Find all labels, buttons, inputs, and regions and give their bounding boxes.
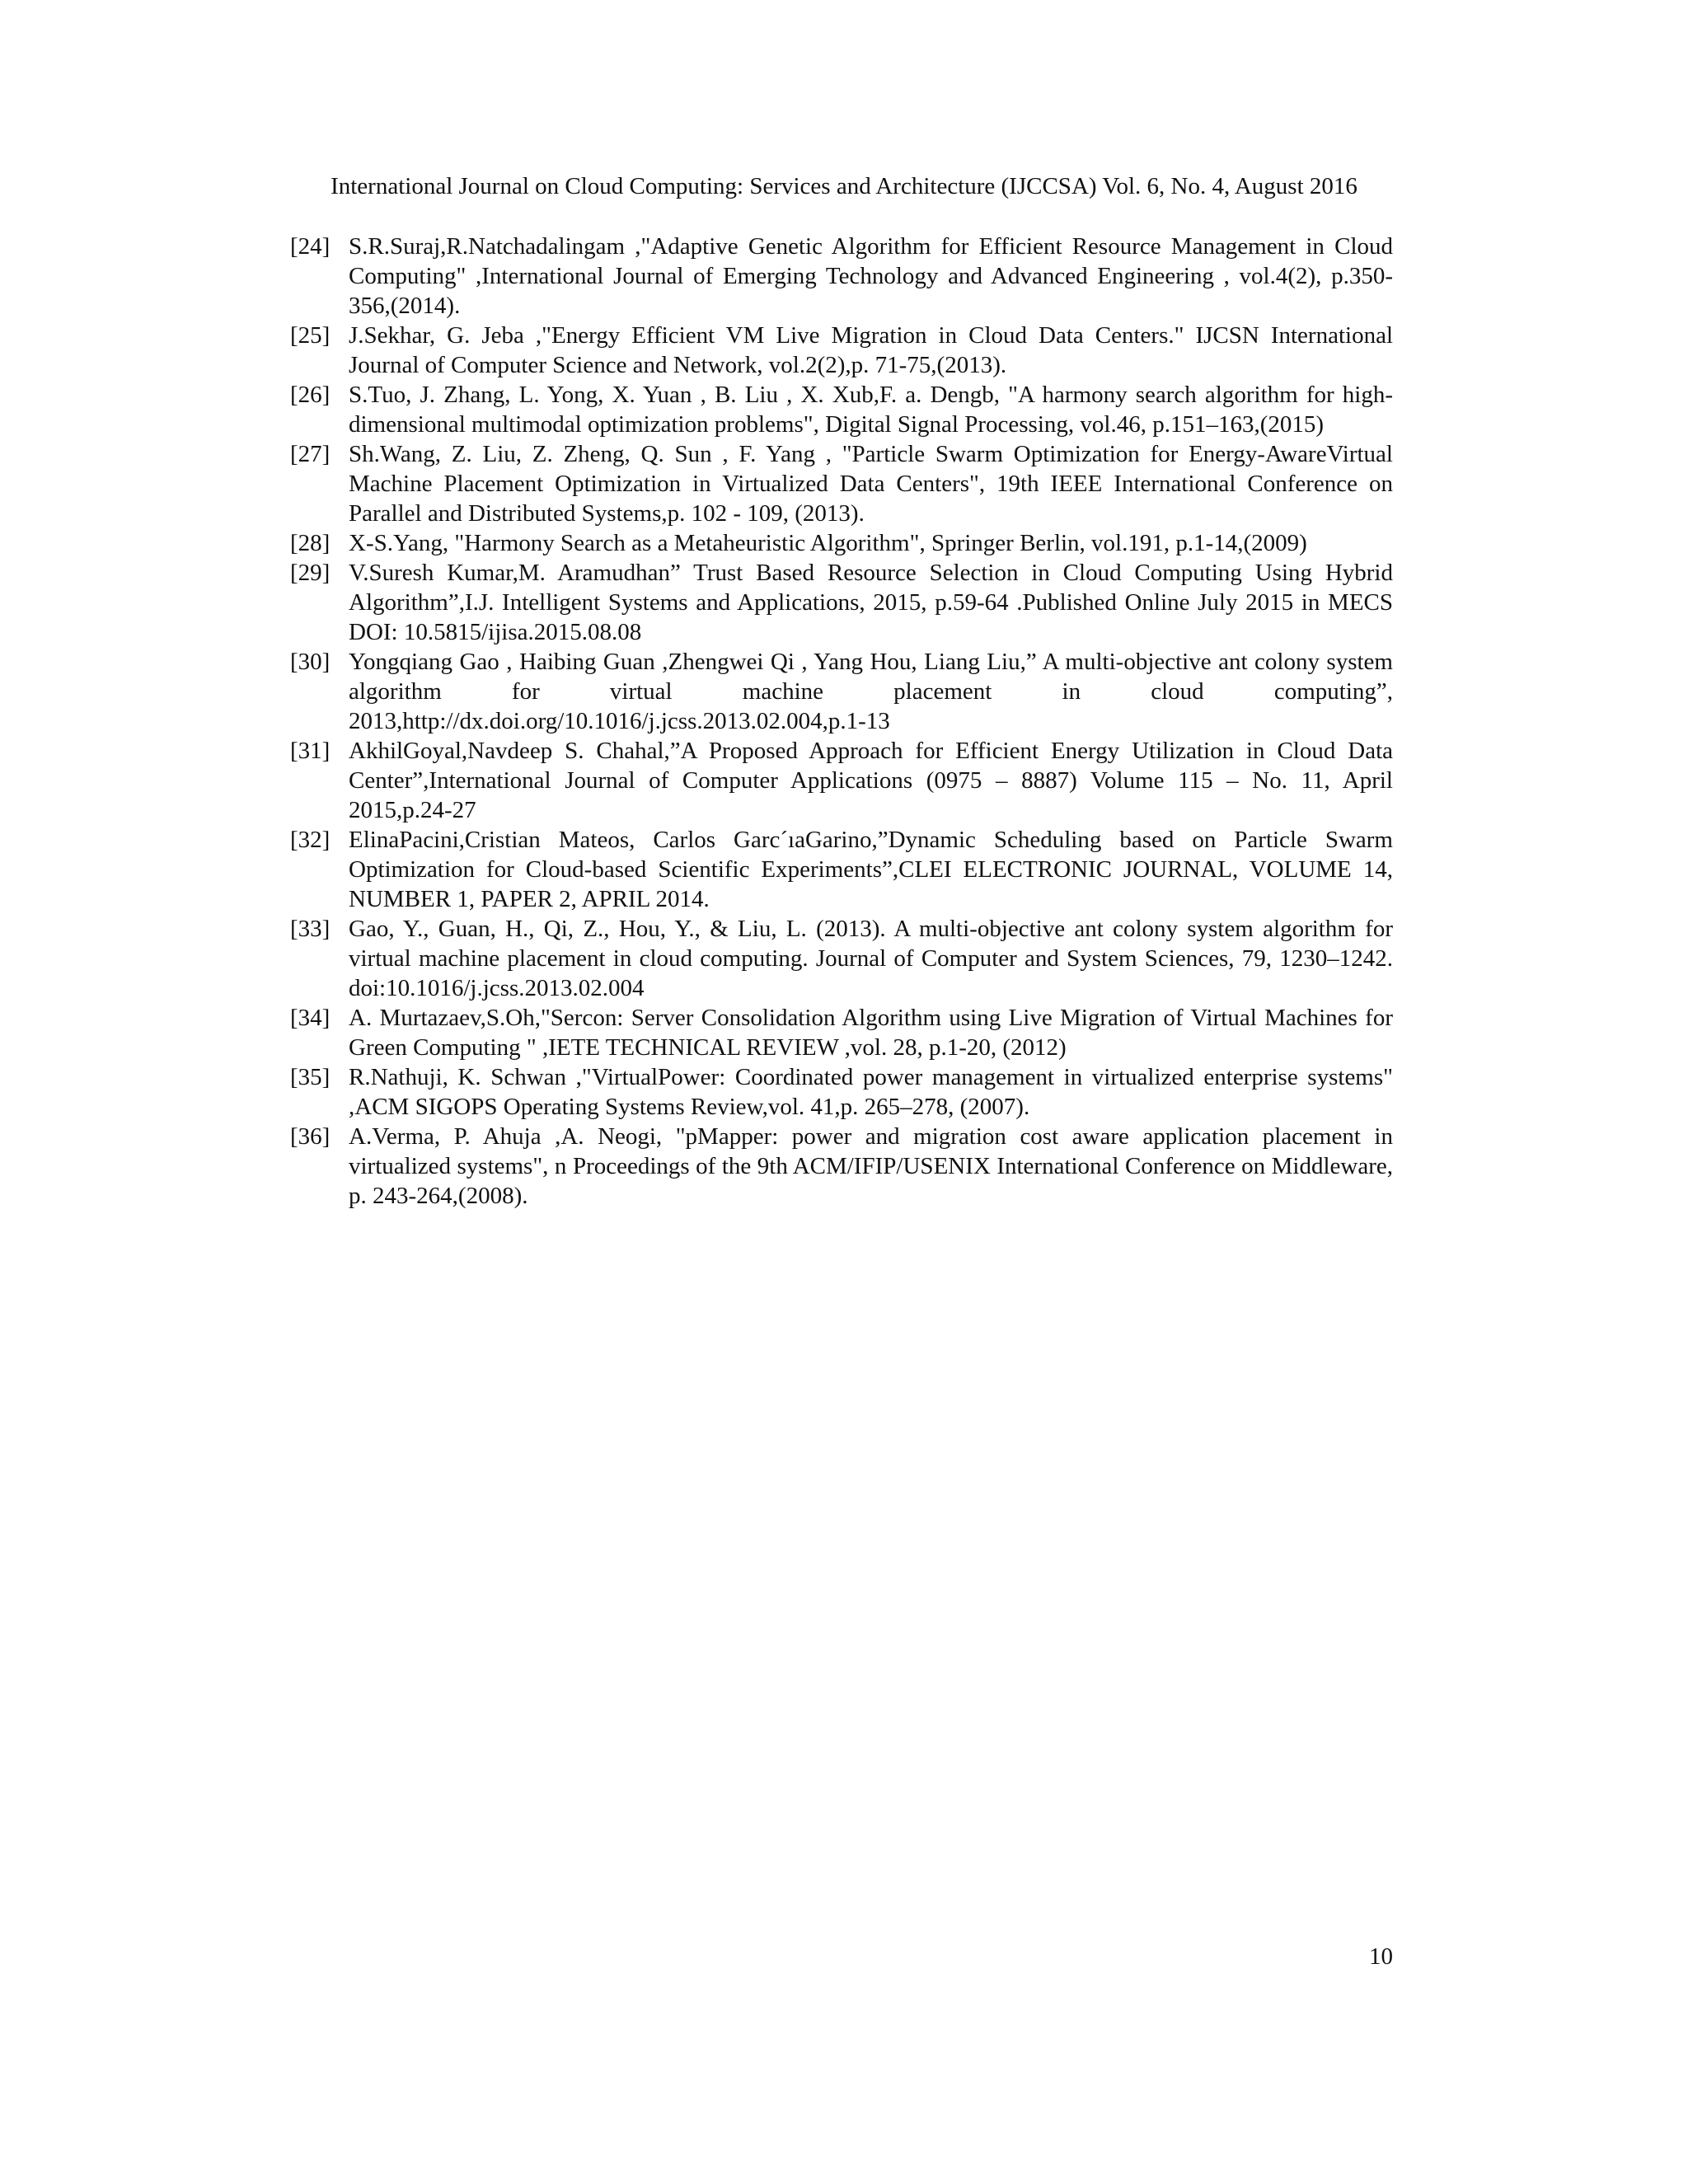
reference-text: X-S.Yang, "Harmony Search as a Metaheuristic Algorithm", Springer Berlin, vol.191, p.1-14,(2009) — [349, 530, 1307, 556]
reference-item — [290, 439, 1393, 528]
reference-number: [25] — [290, 322, 331, 349]
reference-number: [34] — [290, 1005, 331, 1031]
reference-item — [290, 380, 1393, 439]
reference-number: [29] — [290, 560, 331, 586]
reference-item — [290, 825, 1393, 914]
reference-text: AkhilGoyal,Navdeep S. Chahal,”A Proposed Approach for Efficient Energy Utilization in Cloud Data Center”,International Journal of Computer Applications (0975 – 8887) Volume 115 – No. 11, April 2015,p.24-27 — [349, 738, 1393, 823]
reference-text: Gao, Y., Guan, H., Qi, Z., Hou, Y., & Liu, L. (2013). A multi-objective ant colony system algorithm for virtual machine placement in cloud computing. Journal of Computer and System Sciences, 79, 1230–1242. doi:10.1016/j.jcss.2013.02.004 — [349, 916, 1393, 1001]
reference-number: [26] — [290, 382, 331, 408]
reference-number: [24] — [290, 233, 331, 260]
reference-number: [27] — [290, 441, 331, 467]
running-header: International Journal on Cloud Computing: Services and Architecture (IJCCSA) Vol. 6, No. 4, August 2016 — [331, 173, 1357, 199]
reference-text: J.Sekhar, G. Jeba ,"Energy Efficient VM Live Migration in Cloud Data Centers." IJCSN International Journal of Computer Science and Network, vol.2(2),p. 71-75,(2013). — [349, 322, 1393, 378]
reference-number: [32] — [290, 827, 331, 853]
reference-item — [290, 914, 1393, 1003]
reference-text: A.Verma, P. Ahuja ,A. Neogi, "pMapper: power and migration cost aware application placement in virtualized systems", n Proceedings of the 9th ACM/IFIP/USENIX International Conference on Middleware, p. 243-264,(2008). — [349, 1123, 1393, 1209]
reference-number: [31] — [290, 738, 331, 764]
reference-text: R.Nathuji, K. Schwan ,"VirtualPower: Coordinated power management in virtualized enterprise systems" ,ACM SIGOPS Operating Systems Review,vol. 41,p. 265–278, (2007). — [349, 1064, 1393, 1120]
reference-number: [36] — [290, 1123, 331, 1150]
reference-text: S.Tuo, J. Zhang, L. Yong, X. Yuan , B. Liu , X. Xub,F. a. Dengb, "A harmony search algorithm for high-dimensional multimodal optimization problems", Digital Signal Processing, vol.46, p.151–163,(2015) — [349, 382, 1393, 438]
reference-item — [290, 321, 1393, 380]
reference-text: Yongqiang Gao , Haibing Guan ,Zhengwei Qi , Yang Hou, Liang Liu,” A multi-objective ant colony system algorithm for virtual machine placement in cloud computing”, 2013,http://dx.doi.org/10.1016/j.jcss.2013.02.004,p.1-13 — [349, 649, 1393, 734]
reference-number: [35] — [290, 1064, 331, 1090]
reference-item — [290, 558, 1393, 647]
reference-number: [28] — [290, 530, 331, 556]
reference-item — [290, 1062, 1393, 1122]
reference-text: A. Murtazaev,S.Oh,"Sercon: Server Consolidation Algorithm using Live Migration of Virtual Machines for Green Computing " ,IETE TECHNICAL REVIEW ,vol. 28, p.1-20, (2012) — [349, 1005, 1393, 1061]
reference-text: ElinaPacini,Cristian Mateos, Carlos Garc´ıaGarino,”Dynamic Scheduling based on Particle Swarm Optimization for Cloud-based Scientific Experiments”,CLEI ELECTRONIC JOURNAL, VOLUME 14, NUMBER 1, PAPER 2, APRIL 2014. — [349, 827, 1393, 912]
reference-item — [290, 232, 1393, 321]
reference-list — [290, 232, 1393, 1211]
reference-item — [290, 1122, 1393, 1211]
reference-text: Sh.Wang, Z. Liu, Z. Zheng, Q. Sun , F. Yang , "Particle Swarm Optimization for Energy-AwareVirtual Machine Placement Optimization in Virtualized Data Centers", 19th IEEE International Conference on Parallel and Distributed Systems,p. 102 - 109, (2013). — [349, 441, 1393, 527]
reference-text: S.R.Suraj,R.Natchadalingam ,"Adaptive Genetic Algorithm for Efficient Resource Management in Cloud Computing" ,International Journal of Emerging Technology and Advanced Engineering , vol.4(2), p.350-356,(2014). — [349, 233, 1393, 319]
reference-number: [30] — [290, 649, 331, 675]
reference-item — [290, 647, 1393, 736]
reference-item — [290, 736, 1393, 825]
reference-text: V.Suresh Kumar,M. Aramudhan” Trust Based Resource Selection in Cloud Computing Using Hybrid Algorithm”,I.J. Intelligent Systems and Applications, 2015, p.59-64 .Published Online July 2015 in MECS DOI: 10.5815/ijisa.2015.08.08 — [349, 560, 1393, 645]
reference-number: [33] — [290, 916, 331, 942]
page-number: 10 — [1369, 1943, 1393, 1970]
reference-item — [290, 1003, 1393, 1062]
reference-item — [290, 528, 1393, 558]
